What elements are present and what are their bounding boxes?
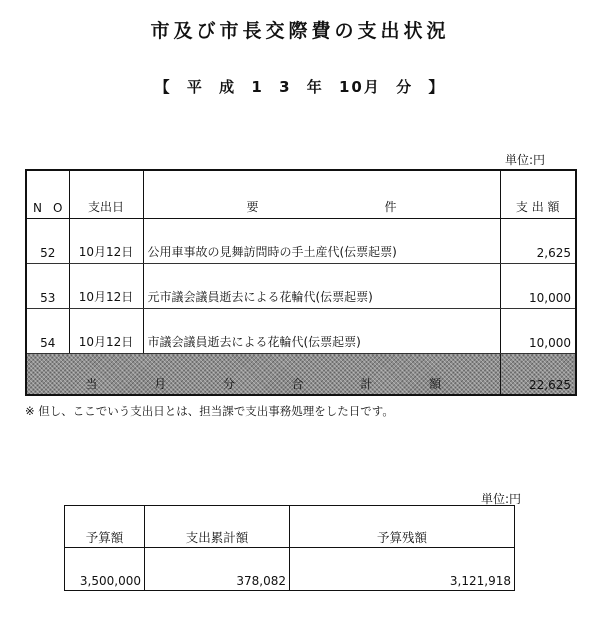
row-amount: 10,000 xyxy=(500,264,576,309)
header-no xyxy=(26,170,69,219)
table-row xyxy=(26,264,576,309)
total-label-char: 額 xyxy=(429,377,442,391)
total-label-char: 合 xyxy=(291,377,304,391)
row-amount: 2,625 xyxy=(500,219,576,264)
budget-unit-label: 単位:円 xyxy=(481,492,522,506)
header-no-n: N xyxy=(33,201,42,215)
total-label-char: 当 xyxy=(85,377,98,391)
unit-label: 単位:円 xyxy=(505,153,546,167)
row-date: 10月12日 xyxy=(69,309,143,354)
total-label-char: 分 xyxy=(222,377,235,391)
budget-header-cell: 支出累計額 xyxy=(145,506,290,548)
row-date: 10月12日 xyxy=(69,264,143,309)
footnote: ※ 但し、ここでいう支出日とは、担当課で支出事務処理をした日です。 xyxy=(25,404,394,418)
row-no: 53 xyxy=(26,264,69,309)
header-item xyxy=(143,170,500,219)
budget-value-cell: 3,500,000 xyxy=(65,548,145,591)
budget-header-cell: 予算額 xyxy=(65,506,145,548)
header-amount: 支 出 額 xyxy=(500,170,576,219)
budget-value-cell: 378,082 xyxy=(145,548,290,591)
budget-header-row xyxy=(65,506,515,548)
subtitle-open-bracket: 【 xyxy=(154,78,172,96)
budget-header-cell: 予算残額 xyxy=(290,506,515,548)
subtitle-part: 10月 xyxy=(338,78,381,96)
row-item: 市議会議員逝去による花輪代(伝票起票) xyxy=(143,309,500,354)
total-amount: 22,625 xyxy=(500,354,576,396)
total-label xyxy=(26,354,500,396)
row-amount: 10,000 xyxy=(500,309,576,354)
subtitle-part: 分 xyxy=(396,78,414,96)
budget-value-cell: 3,121,918 xyxy=(290,548,515,591)
budget-value-row xyxy=(65,548,515,591)
header-item-char: 要 xyxy=(246,200,259,214)
total-label-char: 計 xyxy=(360,377,373,391)
subtitle-part: 年 xyxy=(306,78,324,96)
subtitle-part: 3 xyxy=(279,78,292,96)
header-no-o: O xyxy=(53,201,63,215)
subtitle-part: 成 xyxy=(219,78,237,96)
table-row xyxy=(26,219,576,264)
page-title: 市及び市長交際費の支出状況 xyxy=(150,20,450,42)
table-row xyxy=(26,309,576,354)
subtitle-part: 1 xyxy=(251,78,264,96)
period-subtitle xyxy=(0,76,600,97)
row-no: 52 xyxy=(26,219,69,264)
total-row xyxy=(26,354,576,396)
row-date: 10月12日 xyxy=(69,219,143,264)
expense-table xyxy=(25,169,577,396)
total-label-char: 月 xyxy=(154,377,167,391)
expense-table-header xyxy=(26,170,576,219)
subtitle-close-bracket: 】 xyxy=(428,78,446,96)
budget-table xyxy=(64,505,515,591)
subtitle-part: 平 xyxy=(186,78,204,96)
row-no: 54 xyxy=(26,309,69,354)
row-item: 公用車事故の見舞訪問時の手土産代(伝票起票) xyxy=(143,219,500,264)
header-date: 支出日 xyxy=(69,170,143,219)
row-item: 元市議会議員逝去による花輪代(伝票起票) xyxy=(143,264,500,309)
header-item-char: 件 xyxy=(384,200,397,214)
